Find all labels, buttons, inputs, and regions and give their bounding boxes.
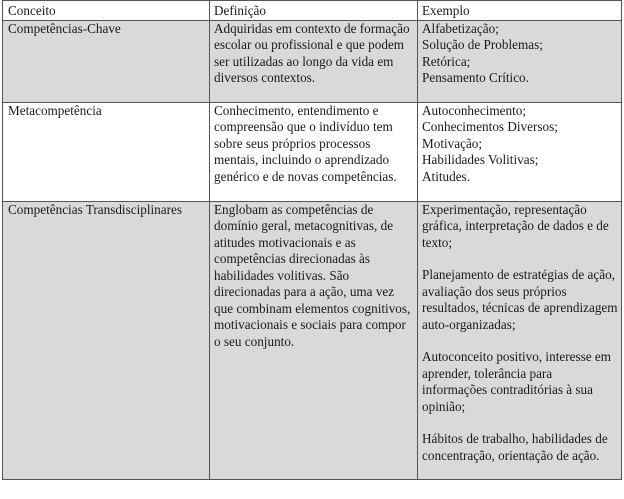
example-item: Habilidades Volitivas; [422, 152, 539, 167]
example-paragraph: Planejamento de estratégias de ação, avaliação dos seus próprios resultados, técnicas de aprendizagem auto-organizadas; [422, 267, 618, 332]
example-paragraph: Hábitos de trabalho, habilidades de concentração, orientação de ação. [422, 431, 608, 463]
concept-cell: Competências-Chave [3, 20, 210, 102]
example-cell [418, 102, 622, 201]
example-item: Alfabetização; [422, 20, 499, 36]
definition-cell: Adquiridas em contexto de formação escolar ou profissional e que podem ser utilizadas ao longo da vida em diversos contextos. [210, 20, 418, 102]
table-row [3, 102, 622, 201]
example-item: Motivação; [422, 135, 483, 151]
header-example: Exemplo [418, 1, 622, 21]
example-item: Atitudes. [422, 168, 470, 184]
example-item: Solução de Problemas; [422, 37, 543, 52]
definition-cell: Englobam as competências de domínio geral, metacognitivas, de atitudes motivacionais e as competências direcionadas às habilidades volitivas. São direcionadas para a ação, uma vez que combinam elementos cognitivos, motivacionais e sociais para compor o seu conjunto. [210, 201, 418, 480]
example-paragraph: Autoconceito positivo, interesse em aprender, tolerância para informações contraditórias à sua opinião; [422, 349, 611, 414]
example-item: Retórica; [422, 53, 471, 69]
example-item: Pensamento Crítico. [422, 70, 529, 85]
example-paragraph: Experimentação, representação gráfica, interpretação de dados e de texto; [422, 201, 609, 250]
header-definition: Definição [210, 1, 418, 21]
example-item: Autoconhecimento; [422, 102, 527, 118]
example-item: Conhecimentos Diversos; [422, 119, 558, 134]
example-cell [418, 201, 622, 480]
competencies-table [2, 0, 622, 480]
header-concept: Conceito [3, 1, 210, 21]
concept-cell: Metacompetência [3, 102, 210, 201]
example-cell [418, 20, 622, 102]
table-row [3, 201, 622, 480]
concept-cell: Competências Transdisciplinares [3, 201, 210, 480]
table-header-row [3, 1, 622, 21]
table-row [3, 20, 622, 102]
competencies-table-container [2, 0, 621, 480]
definition-cell: Conhecimento, entendimento e compreensão que o indivíduo tem sobre seus próprios processos mentais, incluindo o aprendizado genérico e de novas competências. [210, 102, 418, 201]
